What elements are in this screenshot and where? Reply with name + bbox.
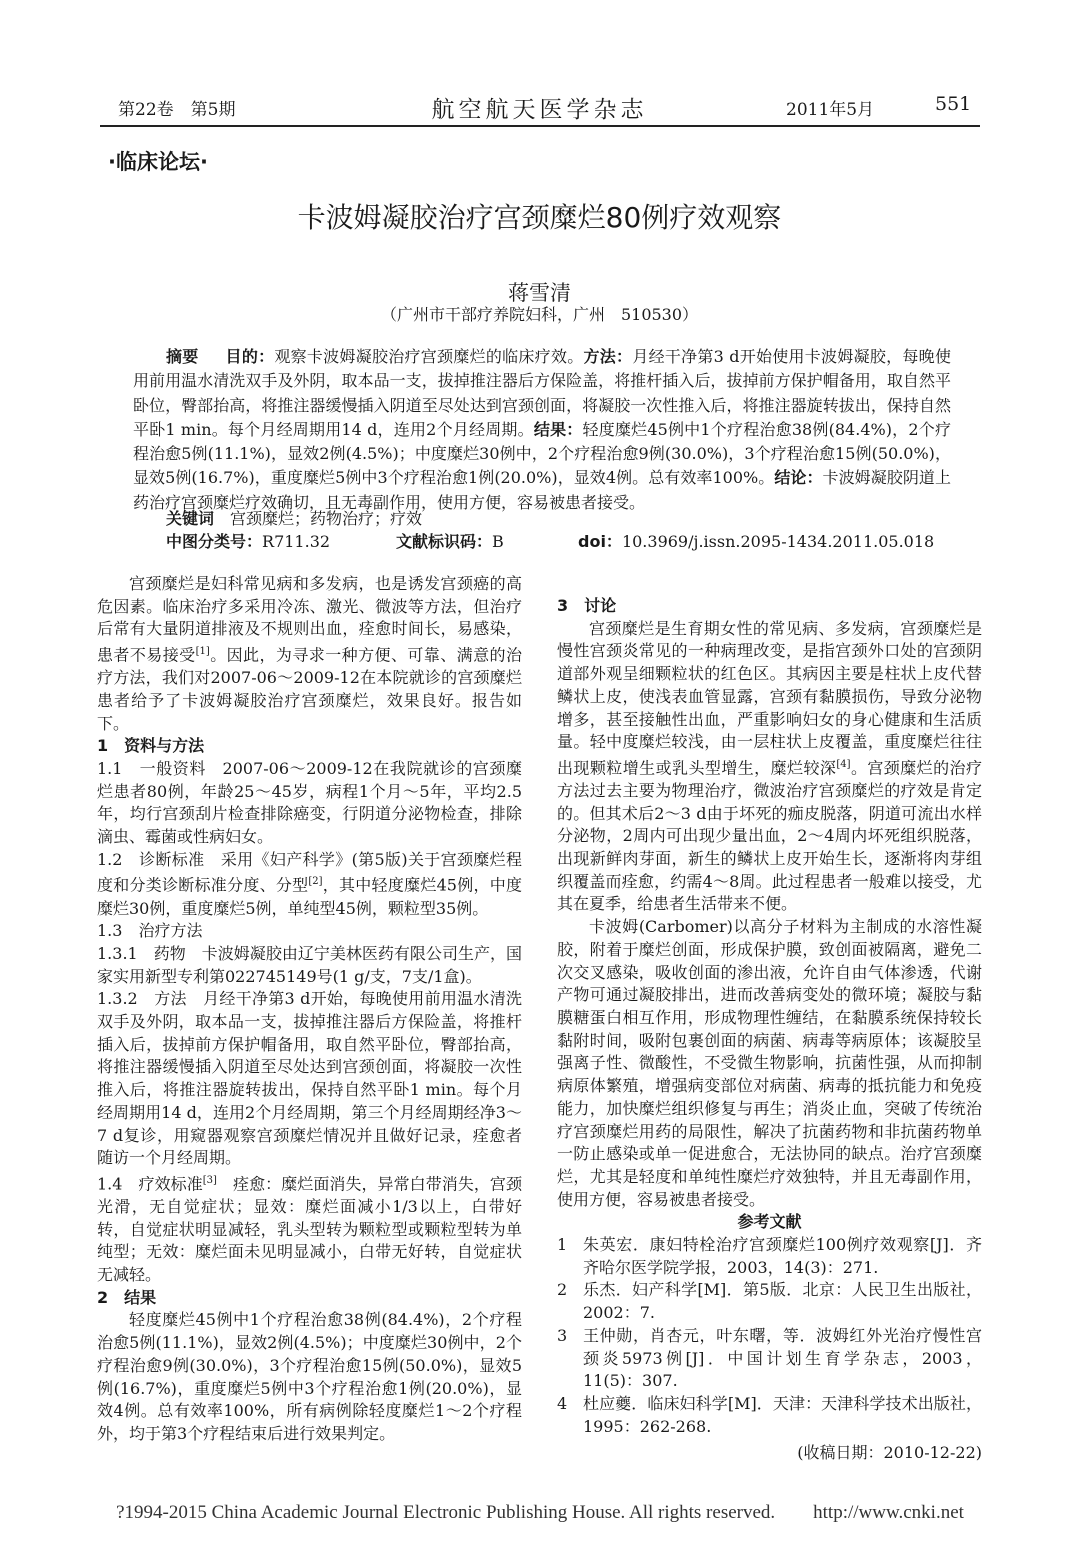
article-title: 卡波姆凝胶治疗宫颈糜烂80例疗效观察 bbox=[297, 201, 782, 234]
reference-text: 杜应夔．临床妇科学[M]．天津：天津科学技术出版社，1995：262-268. bbox=[583, 1393, 982, 1436]
author: 蒋雪清 bbox=[508, 281, 571, 305]
abstract-methods-label: 方法： bbox=[583, 347, 633, 366]
abstract-methods: 月经干净第3 d开始使用卡波姆凝胶，每晚使用前用温水清洗双手及外阴，取本品一支，拔掉推注器后方保险盖，将推杆插入后，拔掉前方保护帽备用，取自然平卧位，臀部抬高，将推注器缓慢插入阴道至尽处达到宫颈创面，将凝胶一次性推入后，将推注器旋转拔出，保持自然平卧1 min。每个月经周期用14 d，连用2个月经周期。 bbox=[133, 347, 951, 439]
affiliation: （广州市干部疗养院妇科，广州 510530） bbox=[380, 305, 699, 324]
section-2-heading: 2 结果 bbox=[97, 1287, 157, 1307]
body-left-column bbox=[97, 573, 522, 1446]
running-header-volume: 第22卷 第5期 bbox=[118, 100, 236, 120]
reference-item bbox=[557, 1393, 982, 1438]
abstract-results-label: 结果： bbox=[533, 419, 583, 439]
reference-number: 1 bbox=[557, 1235, 568, 1255]
section-1-2: 1.2 诊断标准 采用《妇产科学》(第5版)关于宫颈糜烂程度和分类诊断标准分度、分型[2]，其中轻度糜烂45例，中度糜烂30例，重度糜烂5例，单纯型45例，颗粒型35例。 bbox=[97, 849, 522, 918]
reference-item bbox=[557, 1234, 982, 1279]
reference-number: 4 bbox=[557, 1393, 568, 1413]
received-date: (收稿日期：2010-12-22) bbox=[797, 1443, 982, 1463]
reference-text: 王仲勋，肖杏元，叶东曙，等．波姆红外光治疗慢性宫颈炎5973例[J]．中国计划生育学杂志，2003，11(5)：307. bbox=[583, 1325, 982, 1391]
section-3-heading: 3 讨论 bbox=[557, 596, 617, 615]
section-1-4: 1.4 疗效标准[3] 痊愈：糜烂面消失，异常白带消失，宫颈光滑，无自觉症状；显效：糜烂面减小1/3以上，白带好转，自觉症状明显减轻，乳头型转为颗粒型或颗粒型转为单纯型；无效：糜烂面未见明显减小，白带无好转，自觉症状无减轻。 bbox=[97, 1174, 522, 1285]
section-tag: ·临床论坛· bbox=[108, 150, 208, 174]
discussion-paragraph-2: 卡波姆(Carbomer)以高分子材料为主制成的水溶性凝胶，附着于糜烂创面，形成保护膜，致创面被隔离，避免二次交叉感染，吸收创面的渗出液，允许自由气体渗透，代谢产物可通过凝胶排出，进而改善病变处的微环境；凝胶与黏膜糖蛋白相互作用，形成物理性缠结，在黏膜系统保持较长黏附时间，吸附包裹创面的病菌、病毒等病原体；该凝胶呈强离子性、微酸性，不受微生物影响，抗菌性强，从而抑制病原体繁殖，增强病变部位对病菌、病毒的抵抗能力和免疫能力，加快糜烂组织修复与再生；消炎止血，突破了传统治疗宫颈糜烂用药的局限性，解决了抗菌药物和非抗菌药物单一防止感染或单一促进愈合，无法协同的缺点。治疗宫颈糜烂，尤其是轻度和单纯性糜烂疗效独特，并且无毒副作用，使用方便，容易被患者接受。 bbox=[557, 917, 982, 1209]
section-1-3-2: 1.3.2 方法 月经干净第3 d开始，每晚使用前用温水清洗双手及外阴，取本品一支，拔掉推注器后方保险盖，将推杆插入后，拔掉前方保护帽备用，取自然平卧位，臀部抬高，将推注器缓慢插入阴道至尽处达到宫颈创面，将凝胶一次性推入后，将推注器旋转拔出，保持自然平卧1 min。每个月经周期用14 d，连用2个月经周期，第三个月经周期经净3～7 d复诊，用窥器观察宫颈糜烂情况并且做好记录，痊愈者随访一个月经周期。 bbox=[97, 989, 522, 1168]
section-1-3-heading: 1.3 治疗方法 bbox=[97, 921, 203, 941]
reference-item bbox=[557, 1279, 982, 1324]
keywords-value: 宫颈糜烂；药物治疗；疗效 bbox=[230, 509, 423, 528]
reference-text: 朱英宏．康妇特栓治疗宫颈糜烂100例疗效观察[J]．齐齐哈尔医学院学报，2003，14(3)：271. bbox=[583, 1235, 982, 1277]
keywords-label: 关键词 bbox=[166, 509, 215, 528]
page-number: 551 bbox=[935, 93, 972, 115]
document-code: 文献标识码：B bbox=[396, 532, 504, 551]
references-list bbox=[557, 1234, 982, 1438]
reference-item bbox=[557, 1325, 982, 1393]
running-header-journal: 航空航天医学杂志 bbox=[431, 97, 648, 123]
references-heading: 参考文献 bbox=[737, 1212, 802, 1232]
section-2-text: 轻度糜烂45例中1个疗程治愈38例(84.4%)，2个疗程治愈5例(11.1%)，显效2例(4.5%)；中度糜烂30例中，2个疗程治愈9例(30.0%)，3个疗程治愈15例(50.0%)，显效5例(16.7%)，重度糜烂5例中3个疗程治愈1例(20.0%)，显效4例。总有效率100%，所有病例除轻度糜烂1～2个疗程外，均于第3个疗程结束后进行效果判定。 bbox=[97, 1310, 522, 1443]
body-right-column bbox=[557, 595, 982, 1465]
abstract-label: 摘要 bbox=[166, 347, 199, 366]
abstract-objective-label: 目的： bbox=[225, 347, 275, 366]
abstract-objective: 观察卡波姆凝胶治疗宫颈糜烂的临床疗效。 bbox=[274, 347, 584, 366]
intro-paragraph: 宫颈糜烂是妇科常见病和多发病，也是诱发宫颈癌的高危因素。临床治疗多采用冷冻、激光、微波等方法，但治疗后常有大量阴道排液及不规则出血，痊愈时间长，易感染，患者不易接受[1]。因此，为寻求一种方便、可靠、满意的治疗方法，我们对2007-06～2009-12在本院就诊的宫颈糜烂患者给予了卡波姆凝胶治疗宫颈糜烂，效果良好。报告如下。 bbox=[97, 574, 522, 733]
abstract bbox=[133, 345, 951, 515]
discussion-paragraph-1: 宫颈糜烂是生育期女性的常见病、多发病，宫颈糜烂是慢性宫颈炎常见的一种病理改变，是指宫颈外口处的宫颈阴道部外观呈细颗粒状的红色区。其病因主要是柱状上皮代替鳞状上皮，使浅表血管显露，宫颈有黏膜损伤，导致分泌物增多，甚至接触性出血，严重影响妇女的身心健康和生活质量。轻中度糜烂较浅，由一层柱状上皮覆盖，重度糜烂往往出现颗粒增生或乳头型增生，糜烂较深[4]。宫颈糜烂的治疗方法过去主要为物理治疗，微波治疗宫颈糜烂的疗效是肯定的。但其术后2～3 d由于坏死的痂皮脱落，阴道可流出水样分泌物，2周内可出现少量出血，2～4周内坏死组织脱落，出现新鲜肉芽面，新生的鳞状上皮开始生长，逐渐将肉芽组织覆盖而痊愈，约需4～8周。此过程患者一般难以接受，尤其在夏季，给患者生活带来不便。 bbox=[557, 618, 982, 914]
section-1-3-1: 1.3.1 药物 卡波姆凝胶由辽宁美林医药有限公司生产，国家实用新型专利第022745149号(1 g/支，7支/1盒)。 bbox=[97, 943, 522, 986]
clc-number: 中图分类号：R711.32 bbox=[166, 532, 331, 551]
copyright-footer: ?1994-2015 China Academic Journal Electronic Publishing House. All rights reserved. http://www.cnki.net bbox=[116, 1502, 964, 1523]
reference-number: 2 bbox=[557, 1280, 568, 1300]
reference-number: 3 bbox=[557, 1325, 568, 1345]
abstract-conclusion: 卡波姆凝胶阴道上药治疗宫颈糜烂疗效确切，且无毒副作用，使用方便，容易被患者接受。 bbox=[133, 468, 951, 512]
reference-text: 乐杰．妇产科学[M]．第5版．北京：人民卫生出版社，2002：7. bbox=[583, 1280, 982, 1323]
section-1-heading: 1 资料与方法 bbox=[97, 736, 205, 756]
keywords bbox=[166, 506, 422, 529]
doi: doi：10.3969/j.issn.2095-1434.2011.05.018 bbox=[578, 532, 935, 551]
abstract-results: 轻度糜烂45例中1个疗程治愈38例(84.4%)，2个疗程治愈5例(11.1%)，显效2例(4.5%)；中度糜烂30例中，2个疗程治愈9例(30.0%)，3个疗程治愈15例(50.0%)，显效5例(16.7%)，重度糜烂5例中3个疗程治愈1例(20.0%)，显效4例。总有效率100%。 bbox=[133, 419, 951, 488]
abstract-conclusion-label: 结论： bbox=[774, 468, 823, 488]
header-rule bbox=[100, 125, 980, 127]
running-header-date: 2011年5月 bbox=[786, 100, 875, 120]
section-1-1: 1.1 一般资料 2007-06～2009-12在我院就诊的宫颈糜烂患者80例，年龄25～45岁，病程1个月～5年，平均2.5年，均行宫颈刮片检查排除癌变，行阴道分泌物检查，排除滴虫、霉菌或性病妇女。 bbox=[97, 758, 522, 847]
